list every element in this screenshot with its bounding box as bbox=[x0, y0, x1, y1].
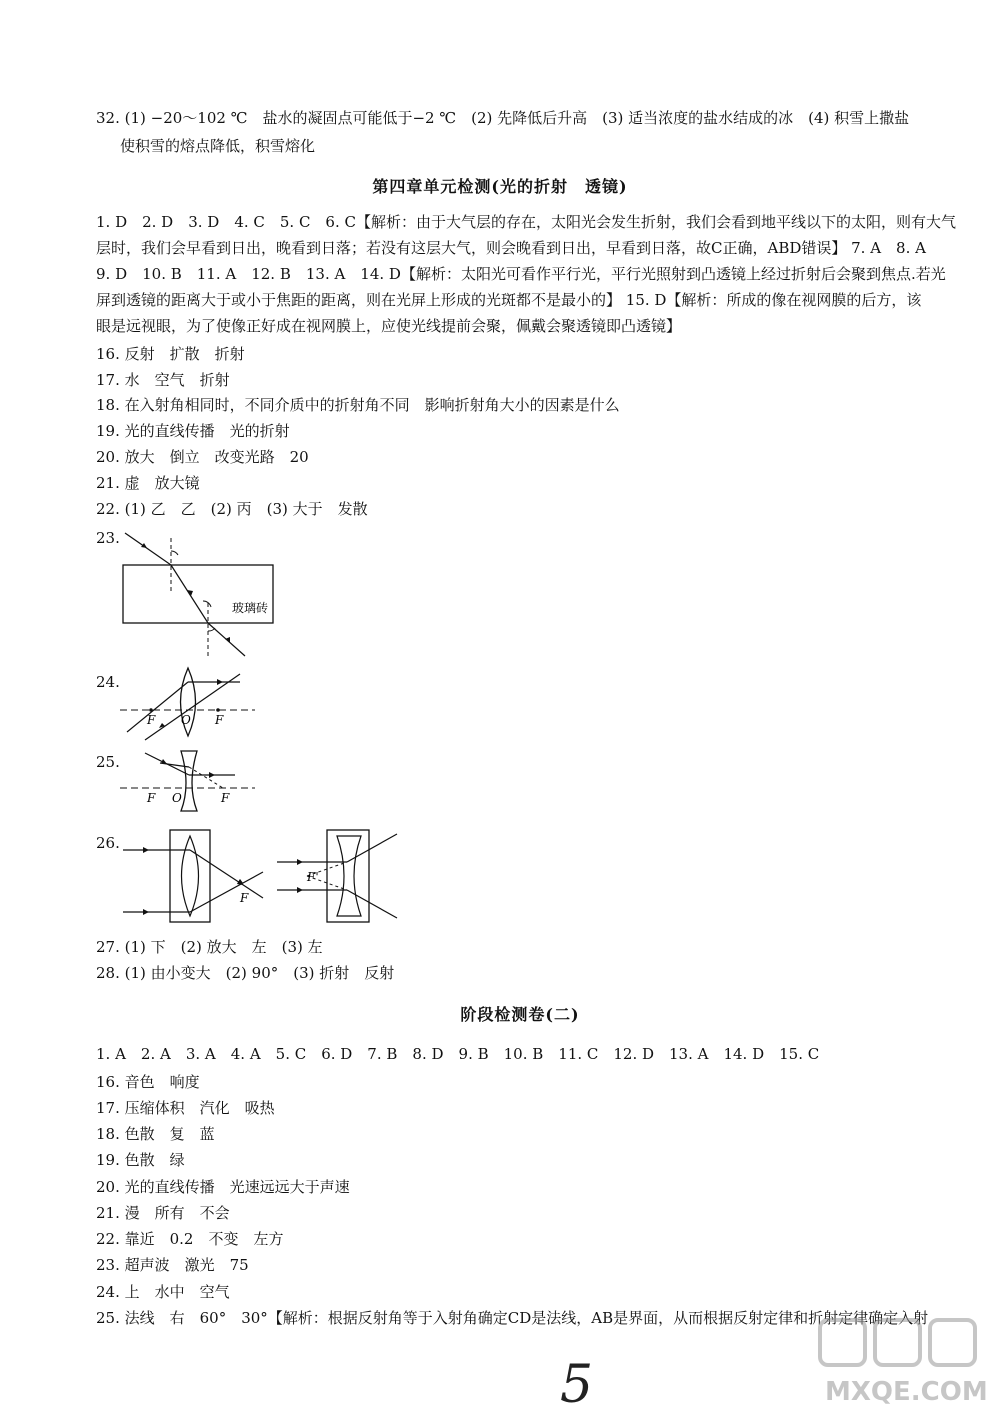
stage2-answer-22: 22. 靠近 0.2 不变 左方 bbox=[96, 1230, 284, 1248]
ch4-mc-line1: 1. D 2. D 3. D 4. C 5. C 6. C【解析：由于大气层的存在，太阳光会发生折射，我们会看到地平线以下的太阳，则有大气 bbox=[96, 213, 956, 231]
ch4-answer-18: 18. 在入射角相同时，不同介质中的折射角不同 影响折射角大小的因素是什么 bbox=[96, 396, 620, 414]
stage2-answer-21: 21. 漫 所有 不会 bbox=[96, 1204, 230, 1222]
stage2-answer-18: 18. 色散 复 蓝 bbox=[96, 1125, 215, 1143]
angle-arc-2 bbox=[203, 601, 211, 607]
convex-lens-diagram bbox=[115, 662, 265, 742]
focus-label-3: F bbox=[240, 891, 249, 905]
stage2-answer-24: 24. 上 水中 空气 bbox=[96, 1283, 230, 1301]
ch4-answer-27: 27. (1) 下 (2) 放大 左 (3) 左 bbox=[96, 938, 323, 956]
stage2-answer-17: 17. 压缩体积 汽化 吸热 bbox=[96, 1099, 275, 1117]
ch4-answer-28: 28. (1) 由小变大 (2) 90° (3) 折射 反射 bbox=[96, 964, 395, 982]
stage2-mc: 1. A 2. A 3. A 4. A 5. C 6. D 7. B 8. D 9. B 10. B 11. C 12. D 13. A 14. D 15. C bbox=[96, 1045, 820, 1063]
ray-through-focus bbox=[127, 682, 188, 732]
ch4-answer-21: 21. 虚 放大镜 bbox=[96, 474, 200, 492]
ch4-mc-line5: 眼是远视眼，为了使像正好成在视网膜上，应使光线提前会聚，佩戴会聚透镜即凸透镜】 bbox=[96, 317, 682, 335]
glass-slab-diagram bbox=[115, 528, 285, 663]
focus-label-4: F' bbox=[307, 870, 319, 884]
ch4-mc-line3: 9. D 10. B 11. A 12. B 13. A 14. D【解析：太阳光可看作平行光，平行光照射到凸透镜上经过折射后会聚到焦点.若光 bbox=[96, 265, 946, 283]
q32-line2: 使积雪的熔点降低，积雪熔化 bbox=[120, 137, 316, 155]
ch4-answer-17: 17. 水 空气 折射 bbox=[96, 371, 230, 389]
ch4-answer-23: 23. bbox=[96, 529, 120, 547]
focus-right-dot bbox=[216, 708, 220, 712]
arrow-1 bbox=[217, 679, 223, 685]
stage2-answer-20: 20. 光的直线传播 光速远远大于声速 bbox=[96, 1178, 350, 1196]
ch4-answer-25: 25. bbox=[96, 753, 120, 771]
ray-r1-out bbox=[347, 834, 397, 862]
focus-right-label: F bbox=[215, 713, 224, 727]
ch4-answer-22: 22. (1) 乙 乙 (2) 丙 (3) 大于 发散 bbox=[96, 500, 368, 518]
center-label-2: O bbox=[172, 791, 182, 805]
convex-lens-in-box bbox=[182, 836, 199, 916]
angle-arc-1 bbox=[171, 551, 178, 555]
watermark-text: MXQE.COM bbox=[825, 1377, 988, 1407]
arrow-r2 bbox=[297, 887, 303, 893]
stage2-answer-25: 25. 法线 右 60° 30°【解析：根据反射角等于入射角确定CD是法线，AB是界面，从而根据反射定律和折射定律确定入射 bbox=[96, 1309, 929, 1327]
concave-lens-diagram bbox=[115, 745, 265, 813]
arrow-r1 bbox=[297, 859, 303, 865]
stage2-answer-19: 19. 色散 绿 bbox=[96, 1151, 185, 1169]
incident-ray bbox=[125, 533, 171, 565]
convex-box-diagram bbox=[115, 826, 275, 926]
ray-top-out bbox=[190, 850, 263, 898]
focus-left-dot bbox=[149, 708, 153, 712]
ch4-answer-24: 24. bbox=[96, 673, 120, 691]
glass-label: 玻璃砖 bbox=[232, 601, 269, 615]
ch4-answer-26: 26. bbox=[96, 834, 120, 852]
page-number: 5 bbox=[560, 1355, 594, 1415]
arrow-c2 bbox=[209, 772, 215, 778]
stage2-title: 阶段检测卷(二) bbox=[460, 1005, 580, 1024]
refracted-ray bbox=[171, 565, 208, 623]
focus-left-label: F bbox=[147, 713, 156, 727]
q32-line1: 32. (1) −20～102 ℃ 盐水的凝固点可能低于−2 ℃ (2) 先降低后升高 (3) 适当浓度的盐水结成的冰 (4) 积雪上撒盐 bbox=[96, 109, 910, 127]
ray-through-center bbox=[145, 674, 240, 740]
focus-left-label-2: F bbox=[147, 791, 156, 805]
concave-box-diagram bbox=[275, 826, 415, 926]
ray-bottom-out bbox=[190, 872, 263, 912]
arrow-b1 bbox=[143, 847, 149, 853]
stage2-answer-16: 16. 音色 响度 bbox=[96, 1073, 200, 1091]
stage2-answer-23: 23. 超声波 激光 75 bbox=[96, 1256, 249, 1274]
watermark-logo bbox=[815, 1315, 990, 1410]
focus-right-label-2: F bbox=[221, 791, 230, 805]
box-right bbox=[327, 830, 369, 922]
ch4-mc-line2: 层时，我们会早看到日出，晚看到日落；若没有这层大气，则会晚看到日出，早看到日落，故C正确，ABD错误】 7. A 8. A bbox=[96, 239, 926, 257]
angle-arc-3 bbox=[208, 628, 215, 631]
emergent-arrow bbox=[225, 637, 230, 643]
ch4-mc-line4: 屏到透镜的距离大于或小于焦距的距离，则在光屏上形成的光斑都不是最小的】 15. D【解析：所成的像在视网膜的后方，该 bbox=[96, 291, 922, 309]
concave-lens bbox=[181, 751, 197, 811]
incident-arrow bbox=[141, 543, 147, 548]
center-label: O bbox=[181, 713, 191, 727]
box-left bbox=[170, 830, 210, 922]
arrow-b3 bbox=[143, 909, 149, 915]
ray-r2-out bbox=[347, 890, 397, 918]
extended-ray bbox=[189, 767, 223, 788]
ch4-answer-20: 20. 放大 倒立 改变光路 20 bbox=[96, 448, 309, 466]
chapter4-title: 第四章单元检测(光的折射 透镜) bbox=[372, 177, 628, 196]
ch4-answer-16: 16. 反射 扩散 折射 bbox=[96, 345, 245, 363]
ch4-answer-19: 19. 光的直线传播 光的折射 bbox=[96, 422, 290, 440]
concave-lens-in-box bbox=[337, 836, 361, 916]
